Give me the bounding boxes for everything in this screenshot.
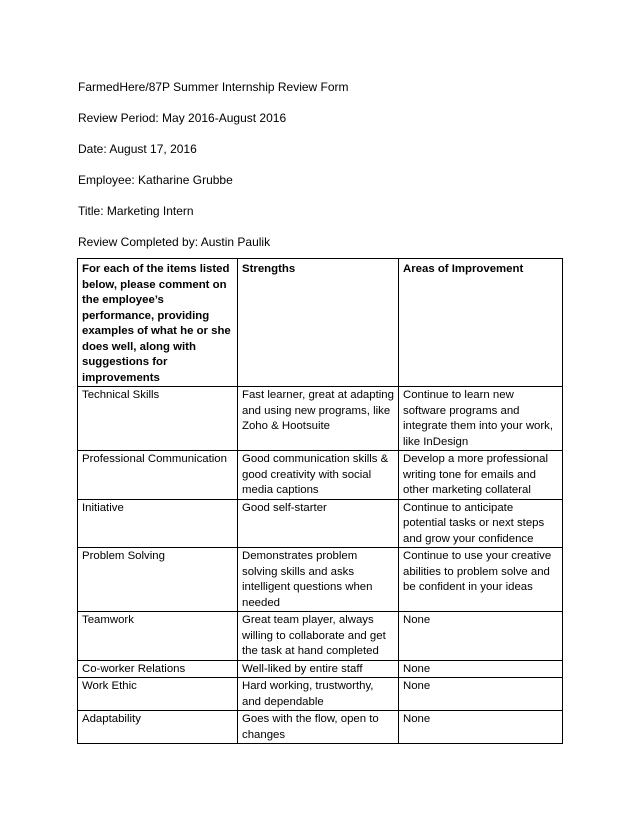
row-strength: Good self-starter [238,499,399,548]
column-header-improvement: Areas of Improvement [399,259,563,387]
row-improvement: Continue to learn new software programs and integrate them into your work, like InDesign [399,387,563,451]
table-row [78,660,563,678]
table-row [78,548,563,612]
row-improvement: None [399,660,563,678]
row-strength: Demonstrates problem solving skills and asks intelligent questions when needed [238,548,399,612]
row-item: Initiative [78,499,238,548]
table-header-row [78,259,563,387]
employee-title: Title: Marketing Intern [78,204,194,218]
row-strength: Hard working, trustworthy, and dependable [238,678,399,711]
row-strength: Fast learner, great at adapting and using new programs, like Zoho & Hootsuite [238,387,399,451]
row-improvement: None [399,612,563,661]
review-period: Review Period: May 2016-August 2016 [78,111,287,125]
row-item: Professional Communication [78,451,238,500]
employee-name: Employee: Katharine Grubbe [78,173,233,187]
row-improvement: None [399,678,563,711]
row-item: Adaptability [78,711,238,744]
row-strength: Great team player, always willing to collaborate and get the task at hand completed [238,612,399,661]
table-row [78,499,563,548]
row-item: Problem Solving [78,548,238,612]
review-table [77,258,563,744]
table-row [78,387,563,451]
row-improvement: Develop a more professional writing tone for emails and other marketing collateral [399,451,563,500]
row-improvement: Continue to use your creative abilities to problem solve and be confident in your ideas [399,548,563,612]
review-date: Date: August 17, 2016 [78,142,197,156]
row-strength: Good communication skills & good creativity with social media captions [238,451,399,500]
column-header-items: For each of the items listed below, please comment on the employee’s performance, providing examples of what he or she does well, along with suggestions for improvements [78,259,238,387]
table-row [78,678,563,711]
row-item: Work Ethic [78,678,238,711]
form-title: FarmedHere/87P Summer Internship Review Form [78,80,349,94]
reviewer-name: Review Completed by: Austin Paulik [78,235,271,249]
column-header-strengths: Strengths [238,259,399,387]
row-improvement: Continue to anticipate potential tasks or next steps and grow your confidence [399,499,563,548]
row-item: Technical Skills [78,387,238,451]
row-strength: Goes with the flow, open to changes [238,711,399,744]
row-improvement: None [399,711,563,744]
table-row [78,612,563,661]
row-item: Co-worker Relations [78,660,238,678]
table-row [78,451,563,500]
row-strength: Well-liked by entire staff [238,660,399,678]
table-row [78,711,563,744]
row-item: Teamwork [78,612,238,661]
